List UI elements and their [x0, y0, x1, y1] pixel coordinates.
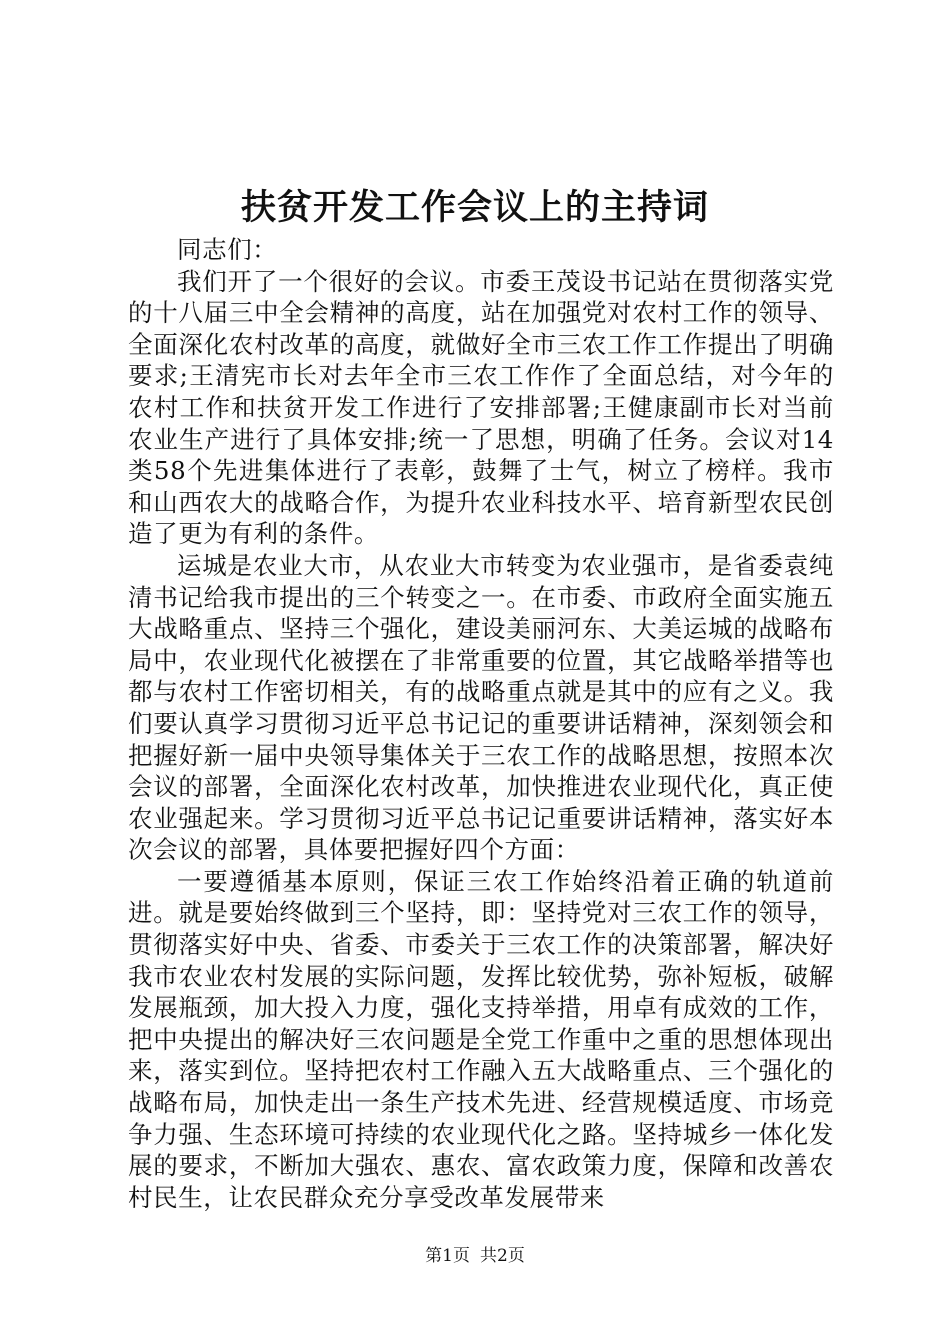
paragraph-2: 运城是农业大市，从农业大市转变为农业强市，是省委袁纯清书记给我市提出的三个转变之一。在市委、市政府全面实施五大战略重点、坚持三个强化，建设美丽河东、大美运城的战略布局中，农业现代化被摆在了非常重要的位置，其它战略举措等也都与农村工作密切相关，有的战略重点就是其中的应有之义。我们要认真学习贯彻习近平总书记记的重要讲话精神，深刻领会和把握好新一届中央领导集体关于三农工作的战略思想，按照本次会议的部署，全面深化农村改革，加快推进农业现代化，真正使农业强起来。学习贯彻习近平总书记记重要讲话精神，落实好本次会议的部署，具体要把握好四个方面：: [128, 550, 834, 865]
salutation: 同志们：: [177, 235, 278, 264]
page-number: 第1页: [425, 1246, 470, 1266]
document-body: [128, 234, 834, 1213]
document-title: 扶贫开发工作会议上的主持词: [240, 187, 709, 228]
page-footer: [0, 1245, 950, 1267]
page-total: 共2页: [480, 1246, 525, 1266]
paragraph-1: 我们开了一个很好的会议。市委王茂设书记站在贯彻落实党的十八届三中全会精神的高度，站在加强党对农村工作的领导、全面深化农村改革的高度，就做好全市三农工作工作提出了明确要求;王清宪市长对去年全市三农工作作了全面总结，对今年的农村工作和扶贫开发工作进行了安排部署;王健康副市长对当前农业生产进行了具体安排;统一了思想，明确了任务。会议对14类58个先进集体进行了表彰，鼓舞了士气，树立了榜样。我市和山西农大的战略合作，为提升农业科技水平、培育新型农民创造了更为有利的条件。: [128, 266, 834, 549]
paragraph-3: 一要遵循基本原则，保证三农工作始终沿着正确的轨道前进。就是要始终做到三个坚持，即：坚持党对三农工作的领导，贯彻落实好中央、省委、市委关于三农工作的决策部署，解决好我市农业农村发展的实际问题，发挥比较优势，弥补短板，破解发展瓶颈，加大投入力度，强化支持举措，用卓有成效的工作，把中央提出的解决好三农问题是全党工作重中之重的思想体现出来，落实到位。坚持把农村工作融入五大战略重点、三个强化的战略布局，加快走出一条生产技术先进、经营规模适度、市场竞争力强、生态环境可持续的农业现代化之路。坚持城乡一体化发展的要求，不断加大强农、惠农、富农政策力度，保障和改善农村民生，让农民群众充分享受改革发展带来: [128, 866, 834, 1212]
